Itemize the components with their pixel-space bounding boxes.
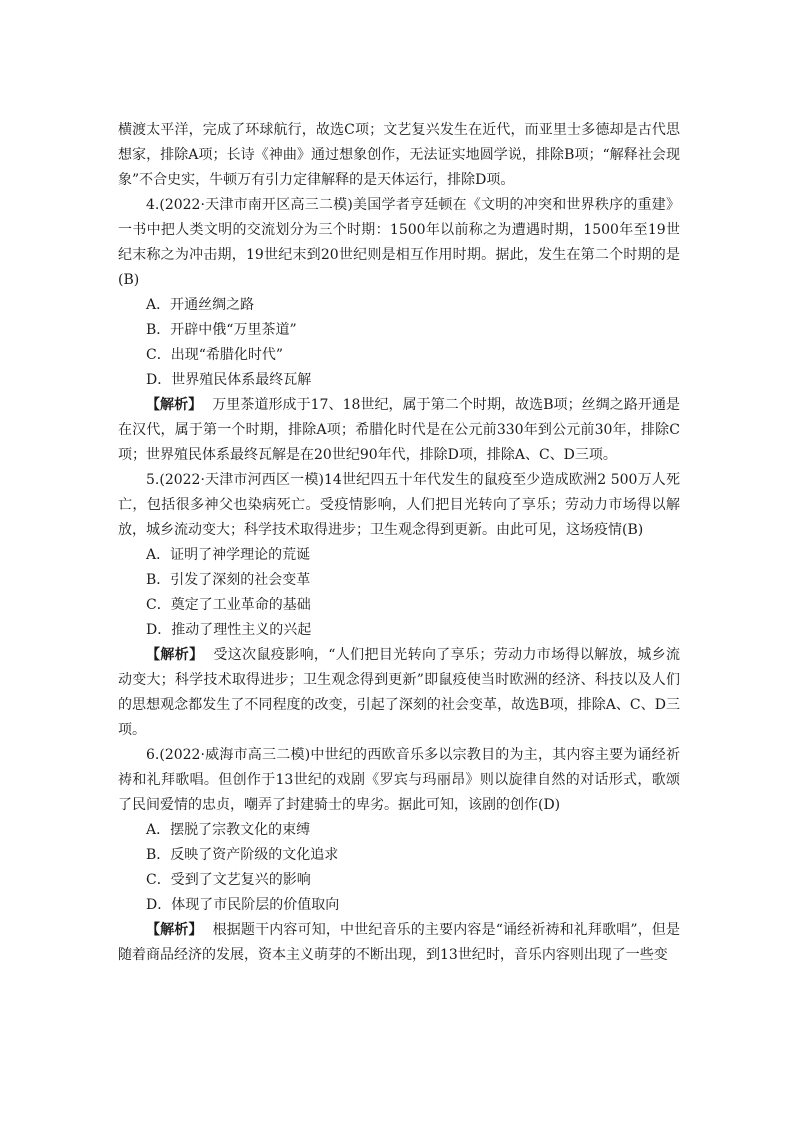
analysis-paragraph — [118, 643, 680, 743]
analysis-label: 【解析】 — [146, 647, 204, 663]
option-b: B．开辟中俄“万里茶道” — [146, 322, 297, 338]
option-a: A．证明了神学理论的荒诞 — [146, 547, 311, 563]
analysis-label: 【解析】 — [146, 922, 203, 938]
document-body — [118, 118, 680, 968]
analysis-text: 根据题干内容可知，中世纪音乐的主要内容是“诵经祈祷和礼拜歌唱”，但是随着商品经济的发展，资本主义萌芽的不断出现，到13世纪时，音乐内容则出现了一些变 — [118, 922, 681, 963]
option-b: B．反映了资产阶级的文化追求 — [146, 847, 339, 863]
question-stem: 6.(2022·威海市高三二模)中世纪的西欧音乐多以宗教目的为主，其内容主要为诵经祈祷和礼拜歌唱。但创作于13世纪的戏剧《罗宾与玛丽昂》则以旋律自然的对话形式，歌颂了民间爱情的忠贞，嘲弄了封建骑士的卑劣。据此可知，该剧的创作(D) — [118, 747, 680, 813]
previous-analysis-continuation: 横渡太平洋，完成了环球航行，故选C项；文艺复兴发生在近代，而亚里士多德却是古代思想家，排除A项；长诗《神曲》通过想象创作，无法证实地圆学说，排除B项；“解释社会现象”不合史实，牛顿万有引力定律解释的是天体运行，排除D项。 — [118, 122, 680, 188]
analysis-paragraph — [118, 918, 680, 968]
question-6 — [118, 743, 680, 968]
option-c: C．奠定了工业革命的基础 — [146, 597, 311, 613]
analysis-label: 【解析】 — [146, 397, 203, 413]
option-a: A．开通丝绸之路 — [146, 297, 255, 313]
option-d: D．世界殖民体系最终瓦解 — [146, 372, 312, 388]
option-c: C．受到了文艺复兴的影响 — [146, 872, 311, 888]
question-4 — [118, 193, 680, 468]
option-b: B．引发了深刻的社会变革 — [146, 572, 311, 588]
option-d: D．体现了市民阶层的价值取向 — [146, 897, 340, 913]
option-a: A．摆脱了宗教文化的束缚 — [146, 822, 311, 838]
analysis-paragraph — [118, 393, 680, 468]
question-stem: 5.(2022·天津市河西区一模)14世纪四五十年代发生的鼠疫至少造成欧洲2 500万人死亡，包括很多神父也染病死亡。受疫情影响，人们把目光转向了享乐；劳动力市场得以解放，城乡流动变大；科学技术取得进步；卫生观念得到更新。由此可见，这场疫情(B) — [118, 472, 680, 538]
question-5 — [118, 468, 680, 743]
analysis-text: 万里茶道形成于17、18世纪，属于第二个时期，故选B项；丝绸之路开通是在汉代，属于第一个时期，排除A项；希腊化时代是在公元前330年到公元前30年，排除C项；世界殖民体系最终瓦解是在20世纪90年代，排除D项，排除A、C、D三项。 — [118, 397, 680, 463]
option-c: C．出现“希腊化时代” — [146, 347, 284, 363]
analysis-text: 受这次鼠疫影响，“人们把目光转向了享乐；劳动力市场得以解放，城乡流动变大；科学技术取得进步；卫生观念得到更新”即鼠疫使当时欧洲的经济、科技以及人们的思想观念都发生了不同程度的改变，引起了深刻的社会变革，故选B项，排除A、C、D三项。 — [118, 647, 681, 738]
question-stem: 4.(2022·天津市南开区高三二模)美国学者亨廷顿在《文明的冲突和世界秩序的重建》一书中把人类文明的交流划分为三个时期：1500年以前称之为遭遇时期，1500年至19世纪末称之为冲击期，19世纪末到20世纪则是相互作用时期。据此，发生在第二个时期的是(B) — [118, 197, 680, 288]
option-d: D．推动了理性主义的兴起 — [146, 622, 312, 638]
